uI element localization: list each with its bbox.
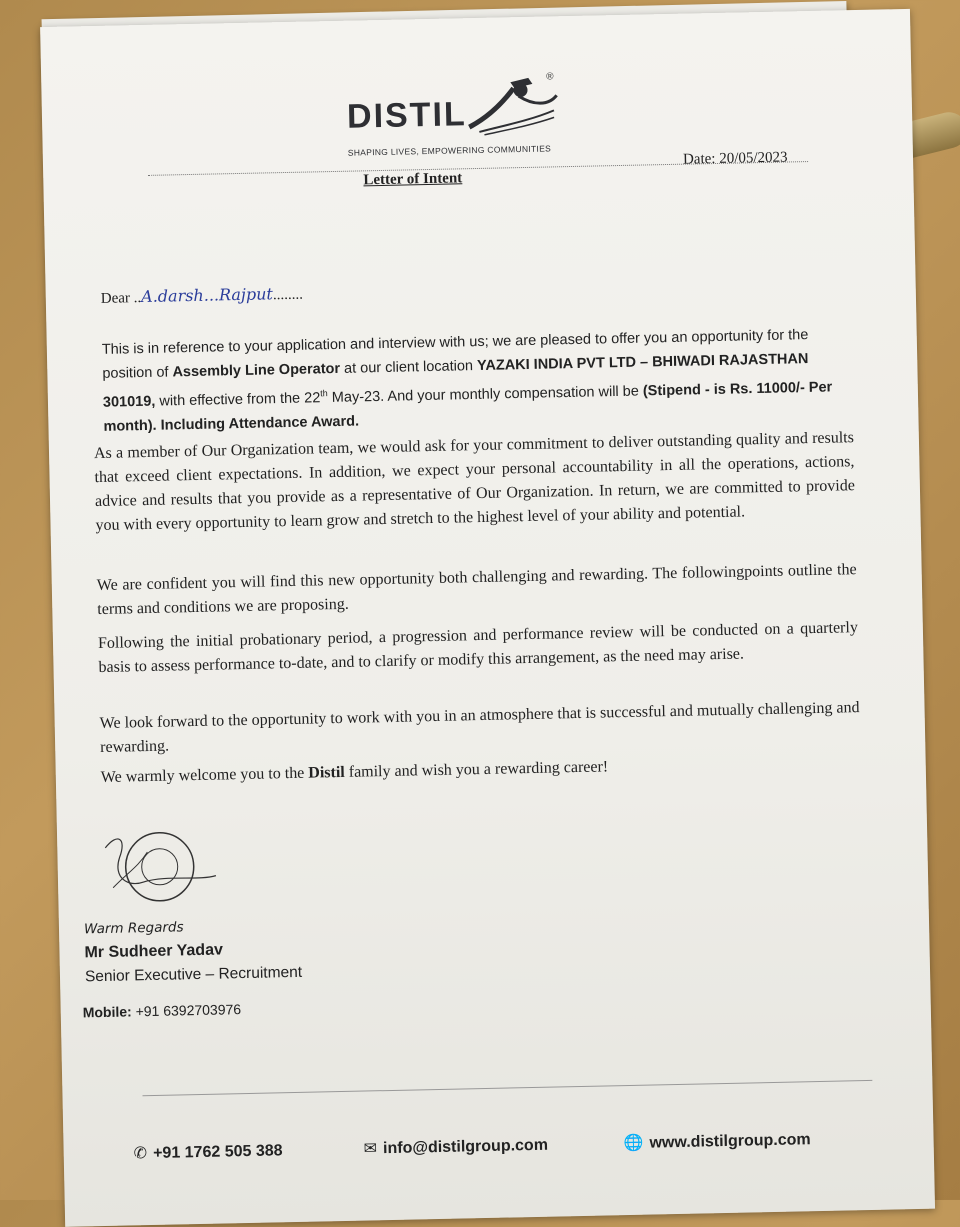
graduate-figure-icon (458, 75, 559, 137)
salutation-dots: ........ (272, 286, 304, 304)
signatory-name: Mr Sudheer Yadav (84, 941, 224, 962)
signatory-title: Senior Executive – Recruitment (84, 963, 303, 986)
logo-wordmark: DISTIL (346, 95, 468, 136)
handwritten-name: A.darsh...Rajput (140, 284, 274, 307)
signatory-mobile (83, 1001, 242, 1020)
globe-icon: 🌐 (623, 1134, 644, 1153)
confidence-paragraph: We are confident you will find this new opportunity both challenging and rewarding. The followingpoints outline the terms and conditions we are proposing. (96, 561, 857, 619)
offer-paragraph (102, 322, 839, 438)
website-url: www.distilgroup.com (649, 1131, 811, 1152)
mobile-number: +91 6392703976 (135, 1001, 242, 1020)
ordinal-suffix: th (320, 388, 328, 399)
company-logo (346, 71, 578, 171)
commitment-paragraph: As a member of Our Organization team, we would ask for your commitment to deliver outstanding quality and results that exceed client expectations. In addition, we expect your personal accountability in all the operations, actions, advice and results that you provide as a representative of Our Organization. In return, we are committed to provide you with every opportunity to learn grow and stretch to the highest level of your ability and potential. (93, 429, 856, 535)
letter-title: Letter of Intent (363, 170, 463, 189)
logo-tagline: SHAPING LIVES, EMPOWERING COMMUNITIES (347, 143, 552, 158)
offer-text: at our client location (339, 358, 478, 377)
phone-icon: ✆ (133, 1145, 148, 1163)
footer-phone (133, 1140, 282, 1163)
mail-icon: ✉ (363, 1140, 378, 1158)
footer-divider (142, 1080, 872, 1096)
letter-page (40, 9, 935, 1227)
mobile-label: Mobile: (82, 1003, 132, 1021)
registered-mark: ® (546, 71, 554, 83)
closing-regards: Warm Regards (83, 919, 184, 938)
footer-email (363, 1135, 548, 1159)
compensation-details: (Stipend - is Rs. 11000/- Per month). Including Attendance Award. (103, 379, 833, 435)
welcome-text: We warmly welcome you to the (100, 764, 309, 787)
welcome-text: family and wish you a rewarding career! (344, 758, 609, 781)
offer-text: with effective from the 22 (155, 390, 321, 410)
phone-number: +91 1762 505 388 (152, 1142, 283, 1162)
letter-date: Date: 20/05/2023 (682, 149, 788, 168)
offer-text: This is in reference to your application and interview with us; we are pleased to offer you an opportunity for the position of (101, 327, 809, 382)
outlook-paragraph: We look forward to the opportunity to work with you in an atmosphere that is successful and mutually challenging and rewarding. (99, 699, 860, 757)
email-address: info@distilgroup.com (382, 1136, 549, 1158)
salutation (101, 284, 304, 308)
footer-web (623, 1129, 810, 1153)
company-name: Distil (308, 763, 345, 782)
position-name: Assembly Line Operator (172, 360, 341, 381)
salutation-prefix: Dear .. (100, 290, 142, 307)
offer-text: May-23. And your monthly compensation will be (327, 383, 644, 406)
company-stamp (97, 826, 219, 908)
client-location: YAZAKI INDIA PVT LTD – BHIWADI RAJASTHAN 301019, (102, 351, 809, 411)
probation-paragraph: Following the initial probationary period, a progression and performance review will be conducted on a quarterly basis to assess performance to-date, and to clarify or modify this arrangement, as the need may arise. (97, 619, 859, 677)
